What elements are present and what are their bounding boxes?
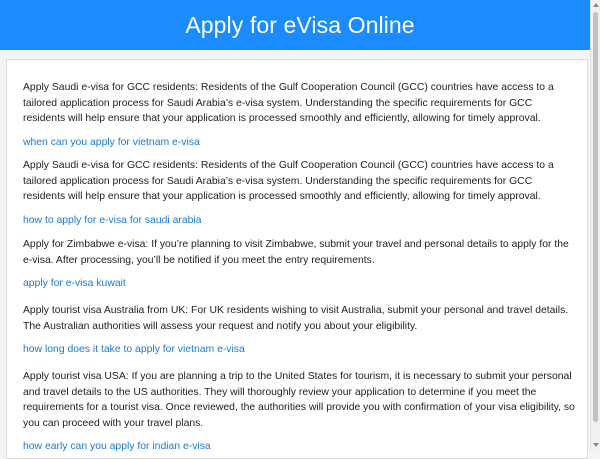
scrollbar-thumb[interactable] <box>593 12 598 422</box>
entry-link[interactable]: how to apply for e-visa for saudi arabia <box>23 214 202 226</box>
vertical-scrollbar[interactable] <box>590 0 600 450</box>
entry-link[interactable]: how long does it take to apply for vietnam e-visa <box>23 344 245 355</box>
article-entry <box>23 237 575 291</box>
site-header <box>0 0 600 50</box>
entry-text: Apply tourist visa USA: If you are planning a trip to the United States for tourism, it is necessary to submit your personal and travel details to the US authorities. They will thoroughly review your application to determine if you meet the requirements for a tourist visa. Once reviewed, the authorities will provide you with confirmation of your visa eligibility, so you can proceed with your travel plans. <box>23 371 575 429</box>
article-entry <box>23 369 575 454</box>
article-entry <box>23 303 575 357</box>
page-title: Apply for eVisa Online <box>185 11 415 38</box>
entry-link[interactable]: when can you apply for vietnam e-visa <box>23 136 200 148</box>
scroll-up-arrow-icon[interactable] <box>593 3 599 7</box>
article-entry <box>23 80 575 150</box>
entry-text: Apply for Zimbabwe e-visa: If you’re planning to visit Zimbabwe, submit your travel and personal details to apply for the e-visa. After processing, you’ll be notified if you meet the entry requirements. <box>23 239 569 266</box>
entry-link[interactable]: apply for e-visa kuwait <box>23 278 126 289</box>
entry-text: Apply Saudi e-visa for GCC residents: Residents of the Gulf Cooperation Council (GCC) countries have access to a tailored application process for Saudi Arabia’s e-visa system. Understanding the specific requirements for GCC residents will help ensure that your application is processed smoothly and efficiently, allowing for timely approval. <box>23 82 554 124</box>
entry-link[interactable]: how early can you apply for indian e-visa <box>23 441 211 452</box>
entry-text: Apply tourist visa Australia from UK: For UK residents wishing to visit Australia, submit your personal and travel details. The Australian authorities will assess your request and notify you about your eligibility. <box>23 305 569 332</box>
entry-text: Apply Saudi e-visa for GCC residents: Residents of the Gulf Cooperation Council (GCC) countries have access to a tailored application process for Saudi Arabia’s e-visa system. Understanding the specific requirements for GCC residents will help ensure that your application is processed smoothly and efficiently, allowing for timely approval. <box>23 160 554 202</box>
scroll-down-arrow-icon[interactable] <box>593 443 599 447</box>
article-entry <box>23 158 575 228</box>
